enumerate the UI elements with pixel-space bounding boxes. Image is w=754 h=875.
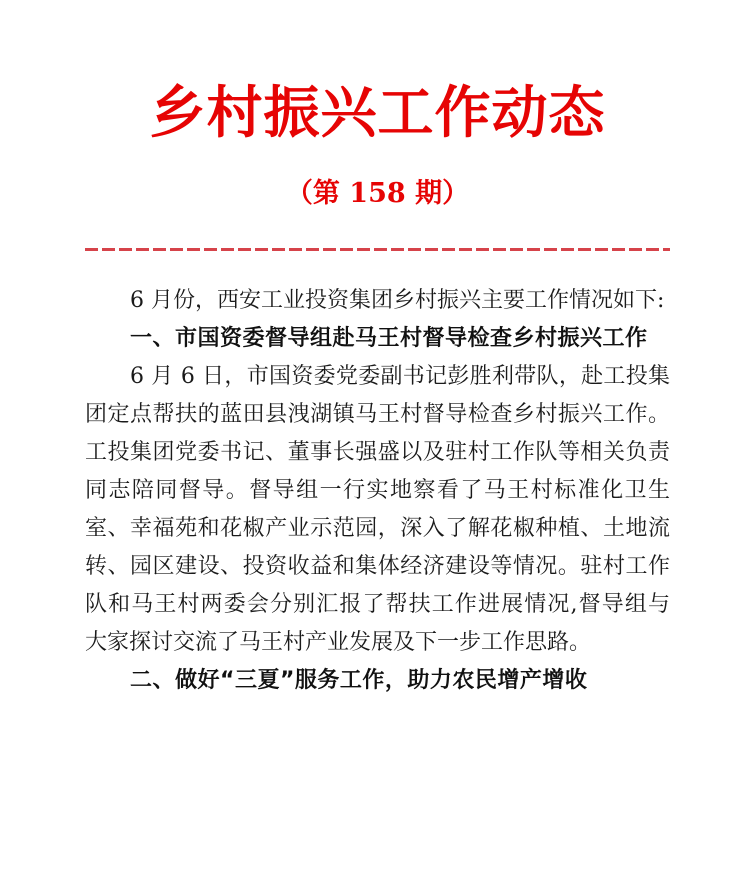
body-line: 大家探讨交流了马王村产业发展及下一步工作思路。 bbox=[85, 630, 592, 656]
body-text bbox=[85, 282, 670, 700]
body-line: 队和马王村两委会分别汇报了帮扶工作进展情况,督导组与 bbox=[85, 592, 670, 618]
doc-title: 乡村振兴工作动态 bbox=[149, 80, 606, 146]
body-line: 工投集团党委书记、董事长强盛以及驻村工作队等相关负责 bbox=[85, 440, 670, 466]
body-line: 室、幸福苑和花椒产业示范园，深入了解花椒种植、土地流 bbox=[85, 516, 670, 542]
section-1-heading: 一、市国资委督导组赴马王村督导检查乡村振兴工作 bbox=[130, 326, 648, 352]
intro-line: 6 月份，西安工业投资集团乡村振兴主要工作情况如下: bbox=[130, 288, 665, 314]
body-line: 转、园区建设、投资收益和集体经济建设等情况。驻村工作 bbox=[85, 554, 670, 580]
section-2-heading: 二、做好“三夏”服务工作，助力农民增产增收 bbox=[130, 668, 588, 694]
issue-number: （第 158 期） bbox=[285, 177, 470, 209]
body-line: 6 月 6 日，市国资委党委副书记彭胜利带队，赴工投集 bbox=[130, 364, 670, 390]
body-line: 团定点帮扶的蓝田县洩湖镇马王村督导检查乡村振兴工作。 bbox=[85, 402, 670, 428]
dashed-divider bbox=[85, 248, 670, 251]
document-page bbox=[0, 82, 754, 875]
body-line: 同志陪同督导。督导组一行实地察看了马王村标准化卫生 bbox=[85, 478, 670, 504]
